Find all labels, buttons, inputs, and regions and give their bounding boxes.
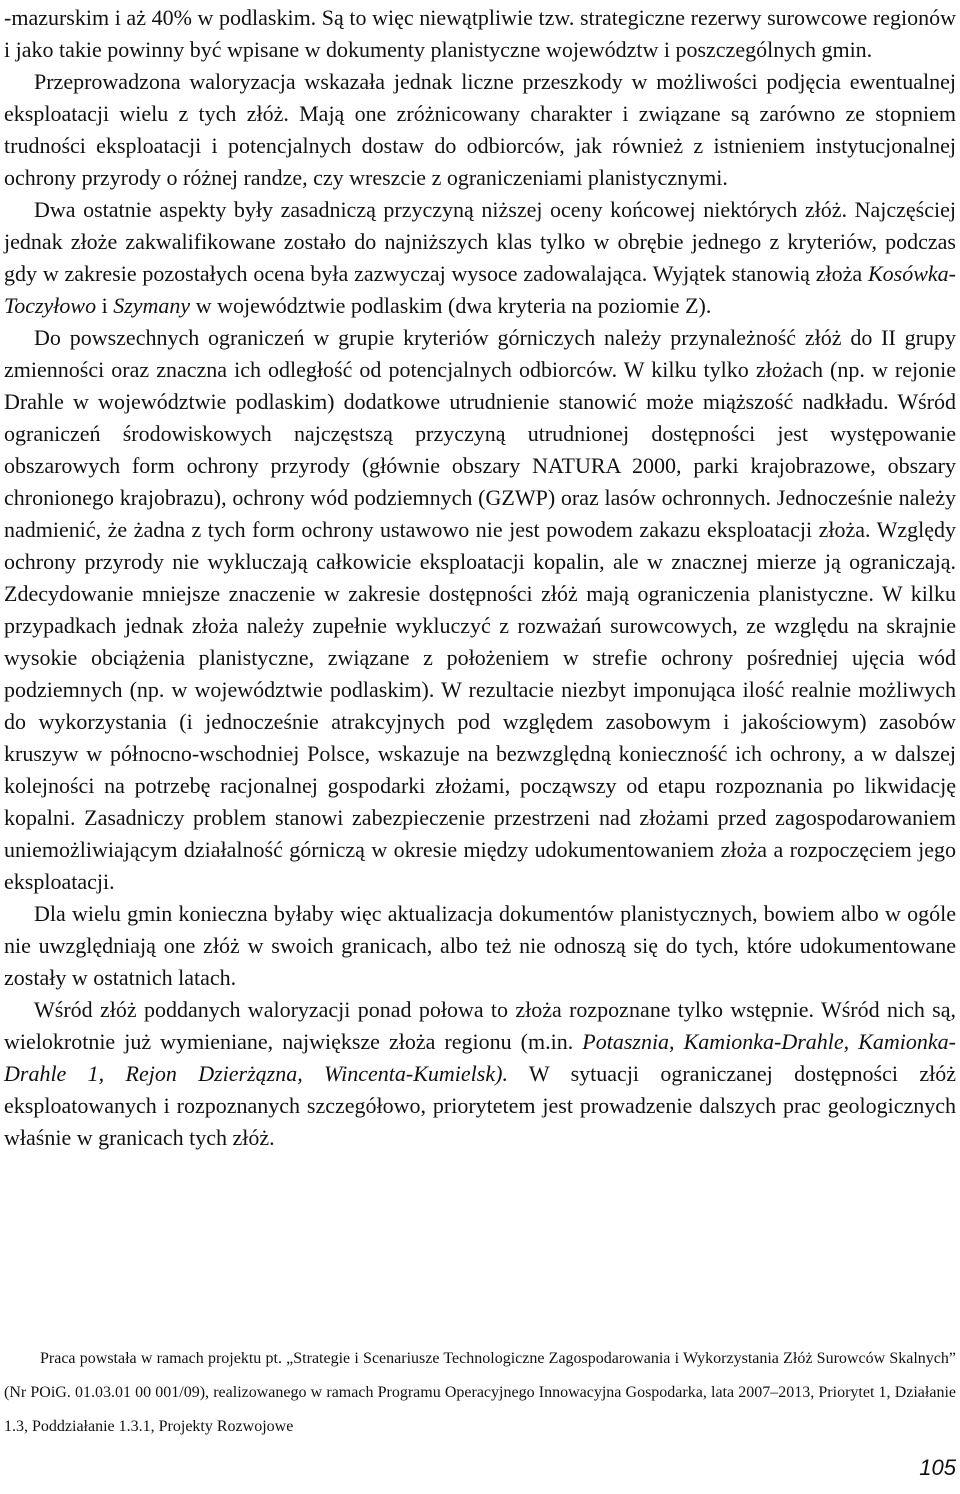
paragraph-2: Przeprowadzona waloryzacja wskazała jednak liczne przeszkody w możliwości podjęcia ewentualnej eksploatacji wielu z tych złóż. Mają one zróżnicowany charakter i związane są zarówno ze stopniem trudności eksploatacji i potencjalnych dostaw do odbiorców, jak również z istnieniem instytucjonalnej ochrony przyrody o różnej randze, czy wreszcie z ograniczeniami planistycznymi. (4, 69, 956, 190)
paragraph-6-text-b: W sytuacji ograniczanej dostępności złóż eksploatowanych i rozpoznanych szczegółowo, priorytetem jest prowadzenie dalszych prac geologicznych właśnie w granicach tych złóż. (4, 1061, 956, 1150)
deposit-name-szymany: Szymany (113, 293, 191, 318)
project-footnote: Praca powstała w ramach projektu pt. „Strategie i Scenariusze Technologiczne Zagospodarowania i Wykorzystania Złóż Surowców Skalnych” (Nr POiG. 01.03.01 00 001/09), realizowanego w ramach Programu Operacyjnego Innowacyjna Gospodarka, lata 2007–2013, Priorytet 1, Działanie 1.3, Poddziałanie 1.3.1, Projekty Rozwojowe (4, 1350, 956, 1435)
paragraph-5: Dla wielu gmin konieczna byłaby więc aktualizacja dokumentów planistycznych, bowiem albo w ogóle nie uwzględniają one złóż w swoich granicach, albo też nie odnoszą się do tych, które udokumentowane zostały w ostatnich latach. (4, 901, 956, 990)
body-text (4, 0, 956, 1154)
deposit-name-kosowka-toczylowo: Kosówka-Toczyłowo (4, 261, 956, 318)
paragraph-3-text-c: w województwie podlaskim (dwa kryteria na poziomie Z). (190, 293, 712, 318)
page-number: 105 (919, 1455, 956, 1480)
paragraph-1: -mazurskim i aż 40% w podlaskim. Są to więc niewątpliwie tzw. strategiczne rezerwy surowcowe regionów i jako takie powinny być wpisane w dokumenty planistyczne województw i poszczególnych gmin. (4, 5, 956, 62)
paragraph-3-text-b: i (96, 293, 114, 318)
paragraph-4: Do powszechnych ograniczeń w grupie kryteriów górniczych należy przynależność złóż do II grupy zmienności oraz znaczna ich odległość od potencjalnych odbiorców. W kilku tylko złożach (np. w rejonie Drahle w województwie podlaskim) dodatkowe utrudnienie stanowić może miąższość nadkładu. Wśród ograniczeń środowiskowych najczęstszą przyczyną utrudnionej dostępności jest występowanie obszarowych form ochrony przyrody (głównie obszary NATURA 2000, parki krajobrazowe, obszary chronionego krajobrazu), ochrony wód podziemnych (GZWP) oraz lasów ochronnych. Jednocześnie należy nadmienić, że żadna z tych form ochrony ustawowo nie jest powodem zakazu eksploatacji złoża. Względy ochrony przyrody nie wykluczają całkowicie eksploatacji kopalin, ale w znacznej mierze ją ograniczają. Zdecydowanie mniejsze znaczenie w zakresie dostępności złóż mają ograniczenia planistyczne. W kilku przypadkach jednak złoża należy zupełnie wykluczyć z rozważań surowcowych, ze względu na skrajnie wysokie obciążenia planistyczne, związane z położeniem w strefie ochrony pośredniej ujęcia wód podziemnych (np. w województwie podlaskim). W rezultacie niezbyt imponująca ilość realnie możliwych do wykorzystania (i jednocześnie atrakcyjnych pod względem zasobowym i jakościowym) zasobów kruszyw w północno-wschodniej Polsce, wskazuje na bezwzględną konieczność ich ochrony, a w dalszej kolejności na potrzebę racjonalnej gospodarki złożami, począwszy od etapu rozpoznania po likwidację kopalni. Zasadniczy problem stanowi zabezpieczenie przestrzeni nad złożami przed zagospodarowaniem uniemożliwiającym działalność górniczą w okresie między udokumentowaniem złoża a rozpoczęciem jego eksploatacji. (4, 325, 956, 894)
paragraph-3-text-a: Dwa ostatnie aspekty były zasadniczą przyczyną niższej oceny końcowej niektórych złóż. Najczęściej jednak złoże zakwalifikowane zostało do najniższych klas tylko w obrębie jednego z kryteriów, podczas gdy w zakresie pozostałych ocena była zazwyczaj wysoce zadowalająca. Wyjątek stanowią złoża (4, 197, 956, 286)
paragraph-6 (4, 994, 956, 1154)
deposit-names-list: Potasznia, Kamionka-Drahle, Kamionka-Drahle 1, Rejon Dzierżązna, Wincenta-Kumielsk). (4, 1029, 956, 1086)
paragraph-3 (4, 194, 956, 322)
document-page (4, 0, 956, 1494)
paragraph-6-text-a: Wśród złóż poddanych waloryzacji ponad połowa to złoża rozpoznane tylko wstępnie. Wśród nich są, wielokrotnie już wymieniane, największe złoża regionu (m.in. (4, 997, 956, 1054)
